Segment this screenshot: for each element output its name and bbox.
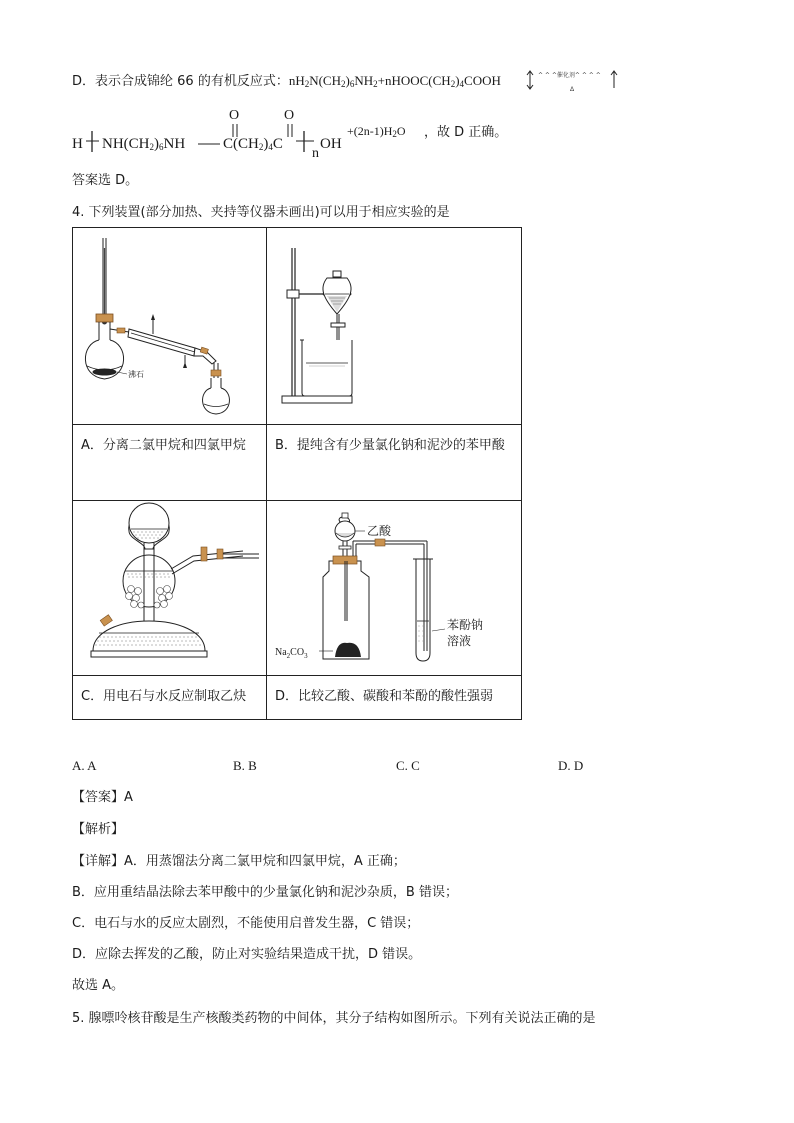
q3-reactants-formula: $nH_2N(CH_2)_6NH_2+nHOOC(CH_2)_4COOH$ (288, 73, 501, 89)
solution-label: 溶液 (447, 634, 472, 648)
separatory-funnel-figure (267, 228, 520, 423)
acetic-acid-label: 乙酸 (367, 524, 392, 538)
q3-option-d-prefix: D．表示合成锦纶 66 的有机反应式： (72, 74, 289, 89)
carbonyl-double-bond-2 (285, 124, 295, 138)
reaction-heat-symbol: Δ (570, 86, 575, 93)
analysis-line: C．电石与水的反应太剧烈，不能使用启普发生器，C 错误； (72, 916, 420, 931)
q3-answer-line: 答案选 D。 (72, 173, 139, 188)
analysis-line: 【详解】A．用蒸馏法分离二氯甲烷和四氯甲烷，A 正确； (72, 854, 406, 869)
product-acid-group: $C(CH_2)_4C$ (223, 136, 283, 152)
polymer-subscript-n: n (312, 146, 319, 161)
option-a[interactable]: A. A (72, 758, 97, 773)
analysis-line: D．应除去挥发的乙酸，防止对实验结果造成干扰，D 错误。 (72, 947, 422, 962)
figure-c-caption: C．用电石与水反应制取乙炔 (81, 689, 247, 704)
q5-stem: 5. 腺嘌呤核苷酸是生产核酸类药物的中间体，其分子结构如图所示。下列有关说法正确的是 (72, 1011, 596, 1026)
polymer-left-bracket (84, 128, 100, 156)
sodium-phenoxide-label: 苯酚钠 (447, 618, 484, 632)
boiling-chip-label: 沸石 (128, 370, 144, 379)
sodium-carbonate-label: $Na_2CO_3$ (275, 647, 308, 660)
figure-d-caption: D．比较乙酸、碳酸和苯酚的酸性强弱 (275, 689, 494, 704)
kipp-generator-figure (73, 501, 265, 674)
q4-figure-table (72, 227, 522, 720)
product-diamine-group: $NH(CH_2)_6NH$ (102, 136, 186, 152)
option-c[interactable]: C. C (396, 758, 420, 773)
analysis-heading: 【解析】 (72, 822, 125, 837)
distillation-apparatus-figure (73, 228, 265, 423)
q3-option-d-line (72, 72, 501, 93)
answer-heading: 【答案】A (72, 790, 133, 805)
carbonyl-o-2: O (284, 108, 295, 123)
figure-c-cell (73, 501, 267, 676)
q4-stem: 4. 下列装置(部分加热、夹持等仪器未画出)可以用于相应实验的是 (72, 205, 450, 220)
figure-a-caption: A．分离二氯甲烷和四氯甲烷 (81, 438, 246, 453)
analysis-line: 故选 A。 (72, 978, 125, 993)
bond-line-1 (196, 141, 222, 147)
product-oh: OH (320, 136, 342, 152)
product-water: $+(2n-1)H_2O$ (347, 124, 406, 139)
option-b[interactable]: B. B (233, 758, 257, 773)
option-d[interactable]: D. D (558, 758, 584, 773)
q3-option-d-conclusion: ，故 D 正确。 (424, 125, 508, 140)
analysis-line: B．应用重结晶法除去苯甲酸中的少量氯化钠和泥沙杂质，B 错误； (72, 885, 458, 900)
carbonyl-o-1: O (229, 108, 240, 123)
figure-b-cell (267, 228, 522, 425)
figure-d-cell (267, 501, 522, 676)
reaction-condition-text: ^ ^ ^催化剂^ ^ ^ ^ (538, 72, 601, 79)
figure-b-caption: B．提纯含有少量氯化钠和泥沙的苯甲酸 (275, 438, 505, 453)
figure-a-cell (73, 228, 267, 425)
product-h: H (72, 136, 83, 152)
acidity-comparison-figure (267, 501, 520, 674)
